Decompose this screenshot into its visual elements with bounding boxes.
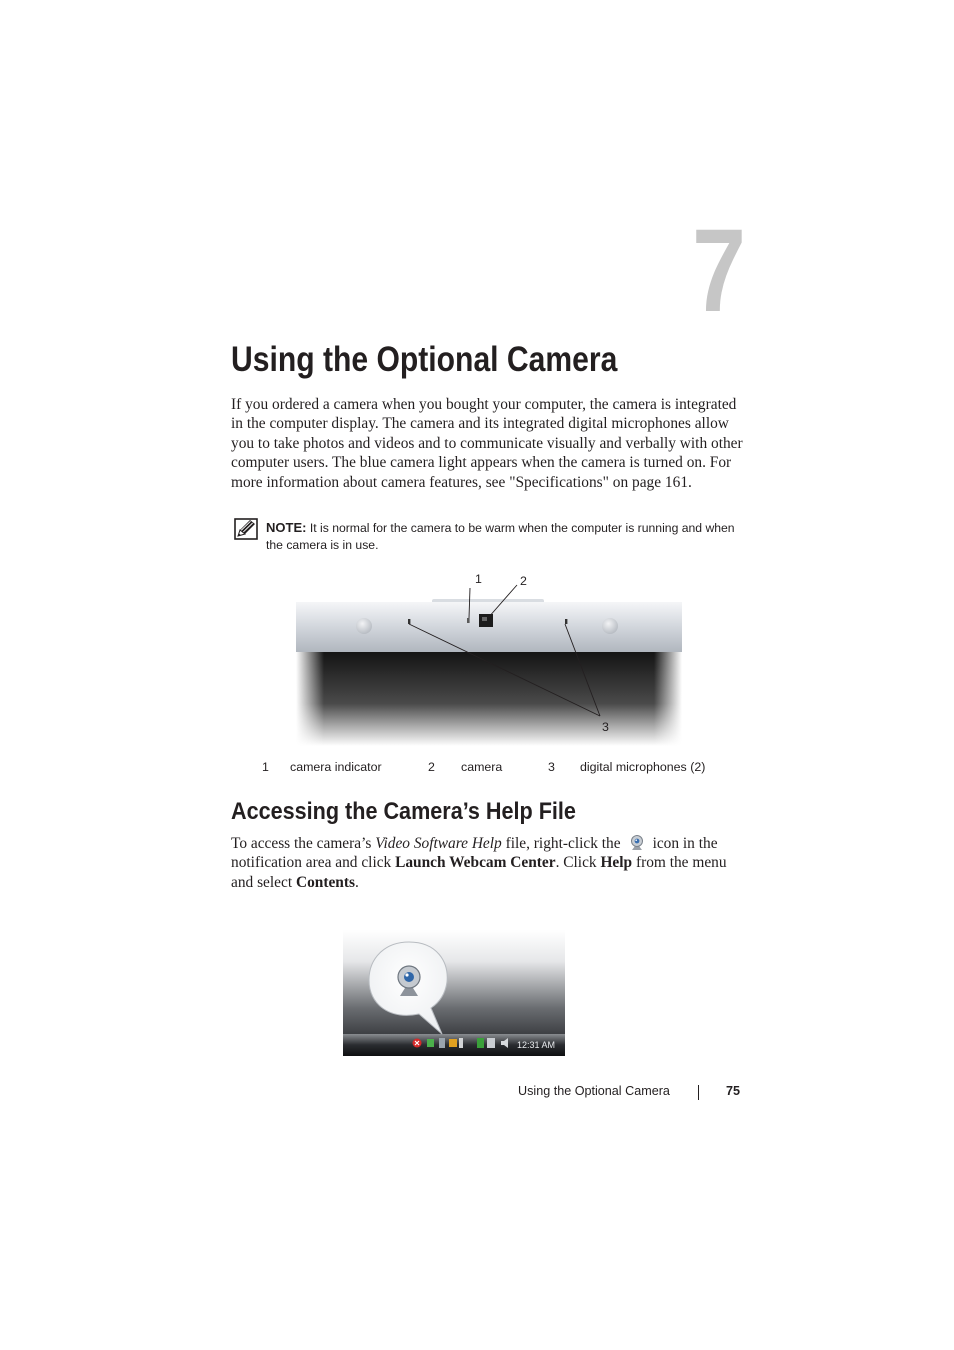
legend-num-2: 2: [428, 760, 435, 774]
help-text-3: icon in the notification area and click: [231, 835, 718, 872]
help-text-6: .: [354, 873, 359, 891]
video-software-help-text: Video Software Help: [375, 835, 502, 852]
chapter-title: Using the Optional Camera: [231, 340, 618, 379]
section-title: Accessing the Camera’s Help File: [231, 798, 576, 825]
help-text-5: from the menu and select: [231, 854, 727, 891]
legend-text-1: camera indicator: [290, 760, 382, 774]
taskbar-clock: 12:31 AM: [517, 1040, 556, 1050]
help-menu-text: Help: [600, 854, 633, 872]
callout-1: 1: [475, 572, 482, 586]
notification-area-screenshot: [343, 930, 565, 1056]
note-label: NOTE:: [266, 520, 307, 535]
callout-2: 2: [520, 574, 527, 588]
camera-diagram: [296, 568, 682, 746]
callout-3: 3: [602, 720, 609, 734]
pencil-note-icon: [234, 518, 258, 540]
note-block: [266, 519, 746, 554]
legend-text-2: camera: [461, 760, 503, 774]
legend-num-1: 1: [262, 760, 269, 774]
help-paragraph: [231, 834, 746, 892]
page-number: 75: [726, 1084, 741, 1098]
help-text-1: To access the camera’s: [231, 835, 376, 852]
note-text: It is normal for the camera to be warm when the computer is running and when the camera is in use.: [266, 521, 735, 552]
help-text-2: file, right-click the: [501, 835, 621, 852]
launch-webcam-center-text: Launch Webcam Center: [395, 854, 556, 872]
webcam-icon: [627, 834, 647, 852]
running-footer-title: Using the Optional Camera: [518, 1084, 670, 1098]
figure-legend: [262, 760, 732, 778]
contents-text: Contents: [295, 873, 355, 891]
legend-num-3: 3: [548, 760, 555, 774]
legend-text-3: digital microphones (2): [580, 760, 706, 774]
help-text-4: . Click: [555, 854, 601, 872]
chapter-number: 7: [692, 205, 746, 337]
footer-divider: [698, 1085, 699, 1100]
intro-paragraph: If you ordered a camera when you bought your computer, the camera is integrated in the computer display. The camera and its integrated digital microphones allow you to take photos and videos and to communicate visually and verbally with other computer users. The blue camera light appears when the camera is turned on. For more information about camera features, see "Specifications" on page 161.: [231, 396, 743, 491]
